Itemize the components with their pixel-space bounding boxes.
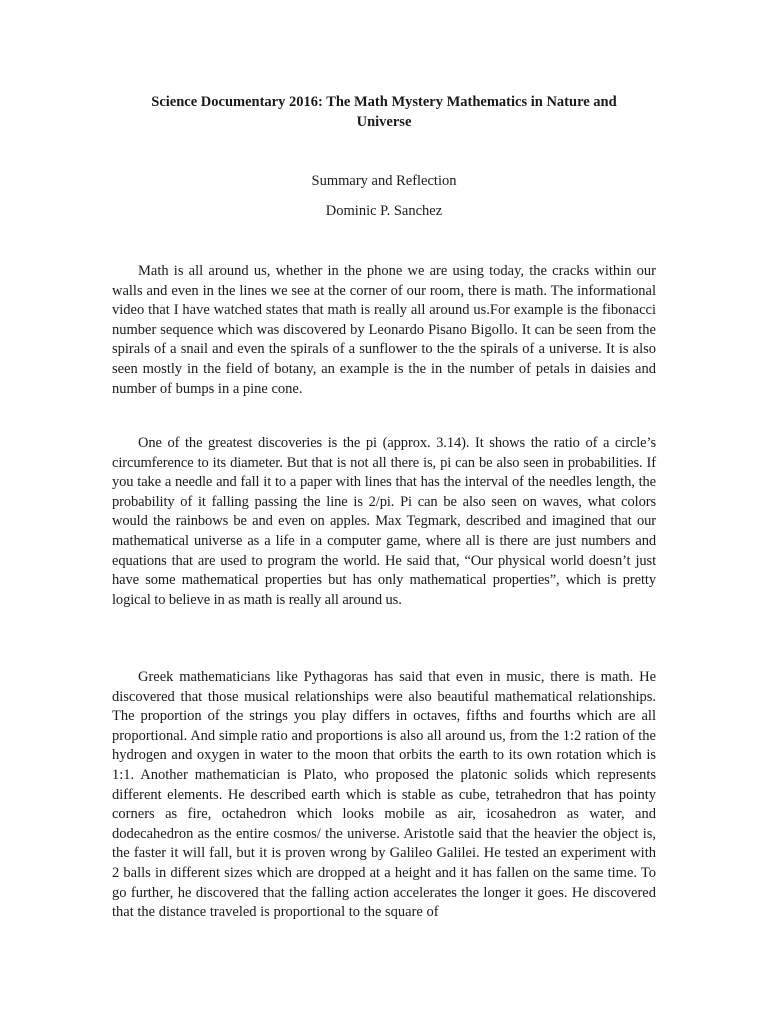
document-title: Science Documentary 2016: The Math Mystery Mathematics in Nature and Universe	[151, 94, 617, 130]
paragraph-greek-mathematicians: Greek mathematicians like Pythagoras has said that even in music, there is math. He discovered that those musical relationships were also beautiful mathematical relationships. The proportion of the strings you play differs in octaves, fifths and fourths which are all proportional. And simple ratio and proportions is also all around us, from the 1:2 ration of the hydrogen and oxygen in water to the moon that orbits the earth to its own rotation which is 1:1. Another mathematician is Plato, who proposed the platonic solids which represents different elements. He described earth which is stable as cube, tetrahedron that has pointy corners as fire, octahedron which looks mobile as air, icosahedron as water, and dodecahedron as the entire cosmos/ the universe. Aristotle said that the heavier the object is, the faster it will fall, but it is proven wrong by Galileo Galilei. He tested an experiment with 2 balls in different sizes which are dropped at a height and it has fallen on the same time. To go further, he discovered that the falling action accelerates the longer it goes. He discovered that the distance traveled is proportional to the square of	[112, 669, 656, 921]
document-subtitle: Summary and Reflection	[311, 173, 457, 189]
paragraph-fibonacci: Math is all around us, whether in the phone we are using today, the cracks within our walls and even in the lines we see at the corner of our room, there is math. The informational video that I have watched states that math is really all around us.For example is the fibonacci number sequence which was discovered by Leonardo Pisano Bigollo. It can be seen from the spirals of a snail and even the spirals of a sunflower to the the spirals of a universe. It is also seen mostly in the field of botany, an example is the in the number of petals in daisies and number of bumps in a pine cone.	[112, 263, 656, 397]
paragraph-pi: One of the greatest discoveries is the pi (approx. 3.14). It shows the ratio of a circle’s circumference to its diameter. But that is not all there is, pi can be also seen in probabilities. If you take a needle and fall it to a paper with lines that has the interval of the needles length, the probability of it falling passing the line is 2/pi. Pi can be also seen on waves, what colors would the rainbows be and even on apples. Max Tegmark, described and imagined that our mathematical universe as a life in a computer game, where all is there are just numbers and equations that are used to program the world. He said that, “Our physical world doesn’t just have some mathematical properties but has only mathematical properties”, which is pretty logical to believe in as math is really all around us.	[112, 435, 656, 608]
document-author: Dominic P. Sanchez	[325, 203, 443, 219]
